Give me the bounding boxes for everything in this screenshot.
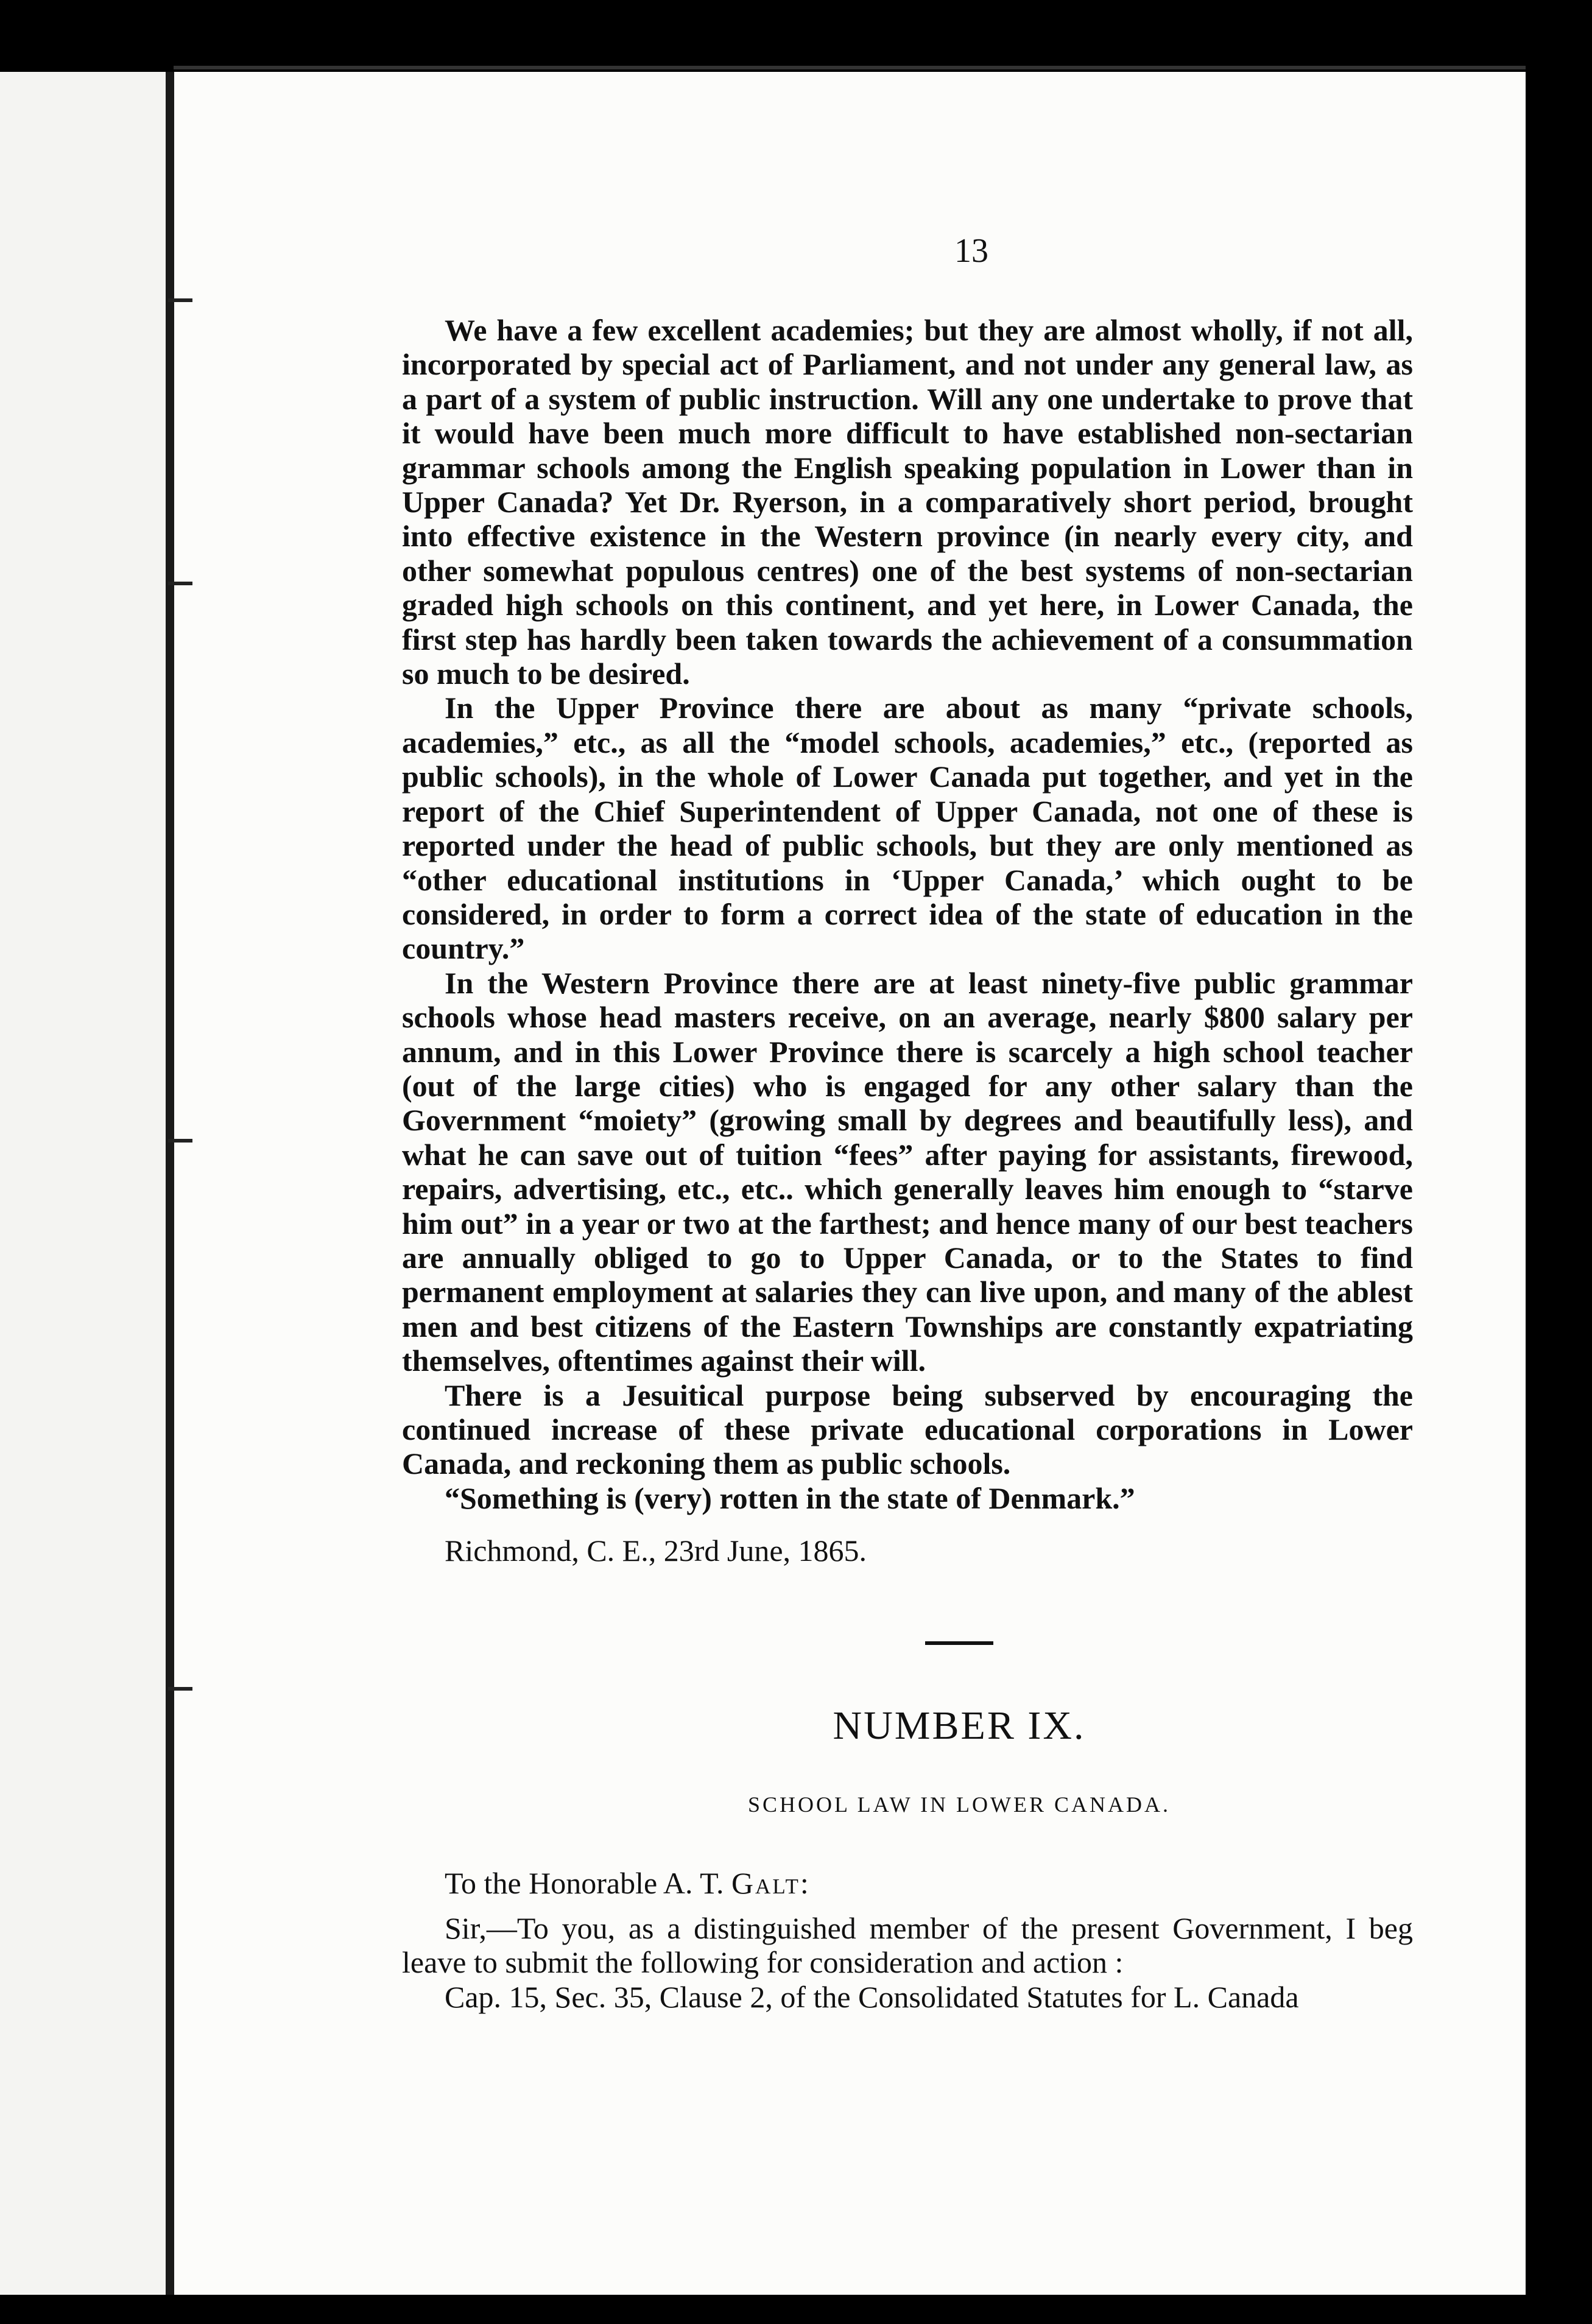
spine-mark (168, 298, 192, 302)
section-divider (925, 1641, 993, 1645)
letter-paragraph: Sir,—To you, as a distinguished member of the present Government, I beg leave to submit the following for consideration and action : (402, 1911, 1413, 1980)
paragraph: In the Upper Province there are about as many “private schools, academies,” etc., as all the “model schools, academies,” etc., (reported as public schools), in the whole of Lower Canada put together, and yet in the report of the Chief Superintendent of Upper Canada, not one of these is reported under the head of public schools, but they are only mentioned as “other educational institutions in ‘Upper Canada,’ which ought to be considered, in order to form a correct idea of the state of education in the country.” (402, 691, 1413, 966)
salutation-suffix: : (800, 1865, 809, 1900)
scan-right-border (1526, 0, 1592, 2324)
section-title: NUMBER IX. (833, 1703, 1086, 1748)
spine-mark (168, 582, 192, 585)
spine-mark (168, 1139, 192, 1143)
page-body (402, 231, 1413, 2014)
page-top-edge (174, 66, 1526, 69)
salutation (402, 1866, 1413, 1900)
letter-paragraph: Cap. 15, Sec. 35, Clause 2, of the Consolidated Statutes for L. Canada (445, 1979, 1299, 2014)
paragraph: In the Western Province there are at least ninety-five public grammar schools whose head masters receive, on an average, nearly $800 salary per annum, and in this Lower Province there is scarcely a high school teacher (out of the large cities) who is engaged for any other salary than the Government “moiety” (growing small by degrees and beautifully less), and what he can save out of tuition “fees” after paying for assistants, firewood, repairs, advertising, etc., etc.. which generally leaves him enough to “starve him out” in a year or two at the farthest; and hence many of our best teachers are annually obliged to go to Upper Canada, or to the States to find permanent employment at salaries they can live upon, and many of the ablest men and best citizens of the Eastern Townships are constantly expatriating themselves, oftentimes against their will. (402, 965, 1413, 1378)
spine-mark (168, 1687, 192, 1691)
page-number: 13 (954, 232, 988, 270)
scan-top-border (0, 0, 1592, 72)
paragraph: There is a Jesuitical purpose being subserved by encouraging the continued increase of these private educational corporations in Lower Canada, and reckoning them as public schools. (402, 1378, 1413, 1481)
paragraph: We have a few excellent academies; but they are almost wholly, if not all, incorporated by special act of Parliament, and not under any general law, as a part of a system of public instruction. Will any one undertake to prove that it would have been much more difficult to have established non-sectarian grammar schools among the English speaking population in Lower than in Upper Canada? Yet Dr. Ryerson, in a comparatively short period, brought into effective existence in the Western province (in nearly every city, and other somewhat populous centres) one of the best systems of non-sectarian graded high schools on this continent, and yet here, in Lower Canada, the first step has hardly been taken towards the achievement of a consummation so much to be desired. (402, 313, 1413, 691)
binding-spine (166, 72, 174, 2295)
quotation: “Something is (very) rotten in the state of Denmark.” (445, 1481, 1135, 1515)
dateline: Richmond, C. E., 23rd June, 1865. (445, 1533, 867, 1568)
binding-margin (0, 72, 174, 2295)
section-subtitle: SCHOOL LAW IN LOWER CANADA. (747, 1792, 1171, 1817)
salutation-name: Galt (731, 1865, 800, 1900)
salutation-prefix: To the Honorable A. T. (445, 1865, 731, 1900)
